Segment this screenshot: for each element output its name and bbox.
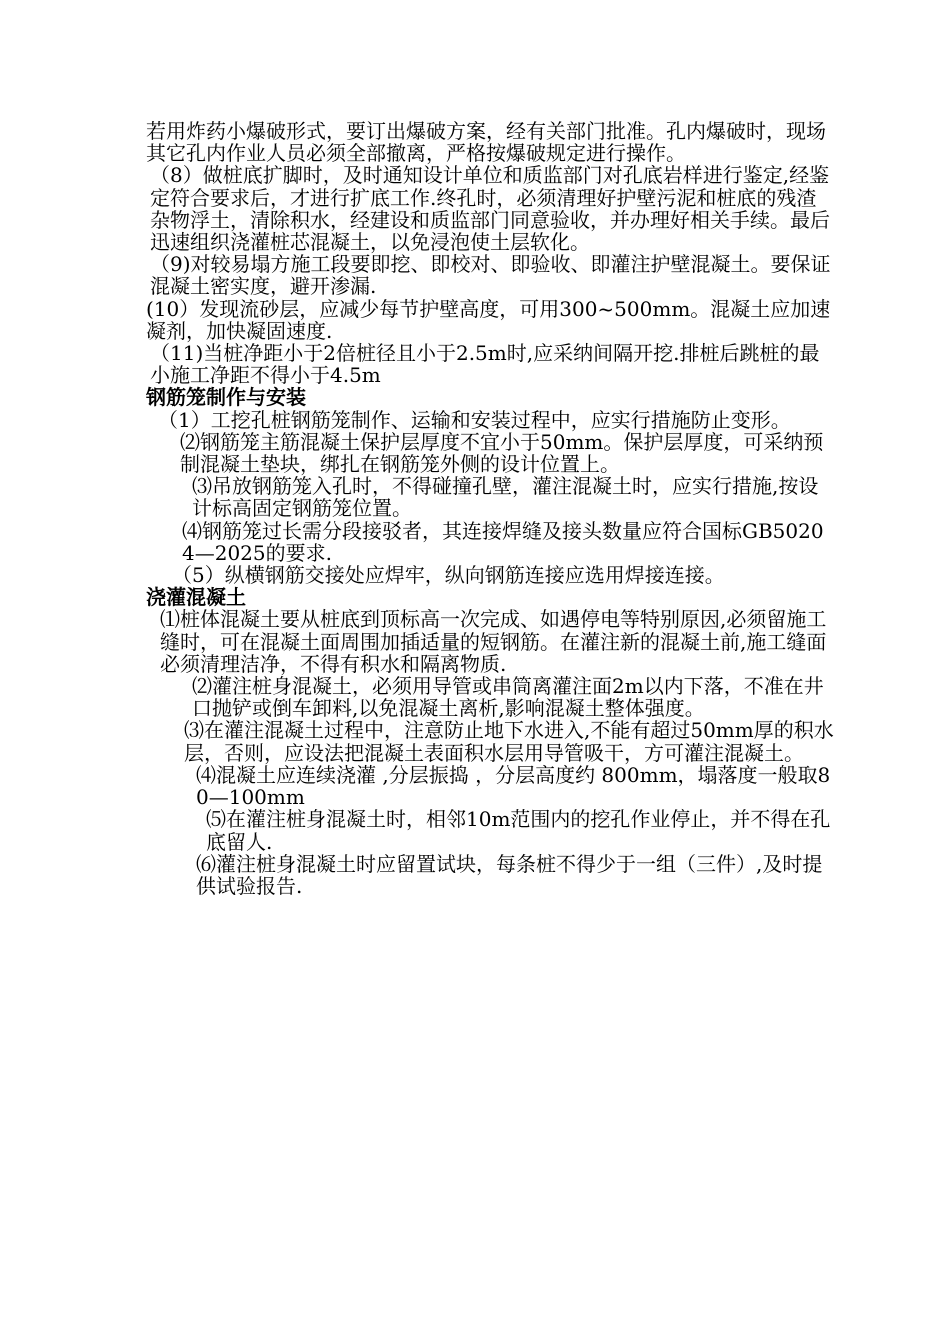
paragraph-blasting: 若用炸药小爆破形式，要订出爆破方案，经有关部门批准。孔内爆破时，现场其它孔内作业人员必须全部撤离，严格按爆破规定进行操作。 — [146, 119, 826, 166]
concrete-item-3: ⑶在灌注混凝土过程中，注意防止地下水进入,不能有超过50mm厚的积水层，否则，应设法把混凝土表面积水层用导管吸干，方可灌注混凝土。 — [184, 718, 834, 765]
document-page — [146, 120, 836, 897]
concrete-item-4: ⑷混凝土应连续浇灌 ,分层振捣 ，分层高度约 800mm，塌落度一般取80—100mm — [196, 762, 831, 810]
paragraph-item-9: （9)对较易塌方施工段要即挖、即校对、即验收、即灌注护壁混凝土。要保证混凝土密实度，避开渗漏. — [150, 252, 831, 299]
rebar-item-3: ⑶吊放钢筋笼入孔时，不得碰撞孔壁，灌注混凝土时，应实行措施,按设计标高固定钢筋笼位置。 — [192, 474, 819, 521]
concrete-item-6: ⑹灌注桩身混凝土时应留置试块，每条桩不得少于一组（三件）,及时提供试验报告. — [196, 851, 823, 898]
section-heading-concrete-pouring: 浇灌混凝土 — [146, 585, 246, 610]
rebar-item-5: （5）纵横钢筋交接处应焊牢，纵向钢筋连接应选用焊接连接。 — [172, 563, 725, 588]
paragraph-item-8: （8）做桩底扩脚时，及时通知设计单位和质监部门对孔底岩样进行鉴定,经鉴定符合要求后，才进行扩底工作.终孔时，必须清理好护壁污泥和桩底的残渣杂物浮土，清除积水，经建设和质监部门同意验收，并办理好相关手续。最后迅速组织浇灌桩芯混凝土，以免浸泡使土层软化。 — [150, 163, 830, 255]
rebar-item-1: （1）工挖孔桩钢筋笼制作、运输和安装过程中，应实行措施防止变形。 — [158, 407, 791, 432]
concrete-item-2: ⑵灌注桩身混凝土，必须用导管或串筒离灌注面2m以内下落，不准在井口抛铲或倒车卸料,以免混凝土离析,影响混凝土整体强度。 — [192, 674, 824, 721]
concrete-item-5: ⑸在灌注桩身混凝土时，相邻10m范围内的挖孔作业停止，并不得在孔底留人. — [206, 807, 831, 854]
rebar-item-2: ⑵钢筋笼主筋混凝土保护层厚度不宜小于50mm。保护层厚度，可采纳预制混凝土垫块，绑扎在钢筋笼外侧的设计位置上。 — [180, 429, 824, 477]
paragraph-item-10: (10）发现流砂层，应减少每节护壁高度，可用300~500mm。混凝土应加速凝剂，加快凝固速度. — [146, 296, 831, 343]
rebar-item-4: ⑷钢筋笼过长需分段接驳者，其连接焊缝及接头数量应符合国标GB50204—2025的要求. — [182, 518, 824, 565]
paragraph-item-11: （11)当桩净距小于2倍桩径且小于2.5m时,应采纳间隔开挖.排桩后跳桩的最小施工净距不得小于4.5m — [150, 341, 820, 388]
section-heading-rebar-cage: 钢筋笼制作与安装 — [146, 385, 306, 410]
concrete-item-1: ⑴桩体混凝土要从桩底到顶标高一次完成、如遇停电等特别原因,必须留施工缝时，可在混凝土面周围加插适量的短钢筋。在灌注新的混凝土前,施工缝面必须清理洁净，不得有积水和隔离物质. — [160, 607, 827, 676]
